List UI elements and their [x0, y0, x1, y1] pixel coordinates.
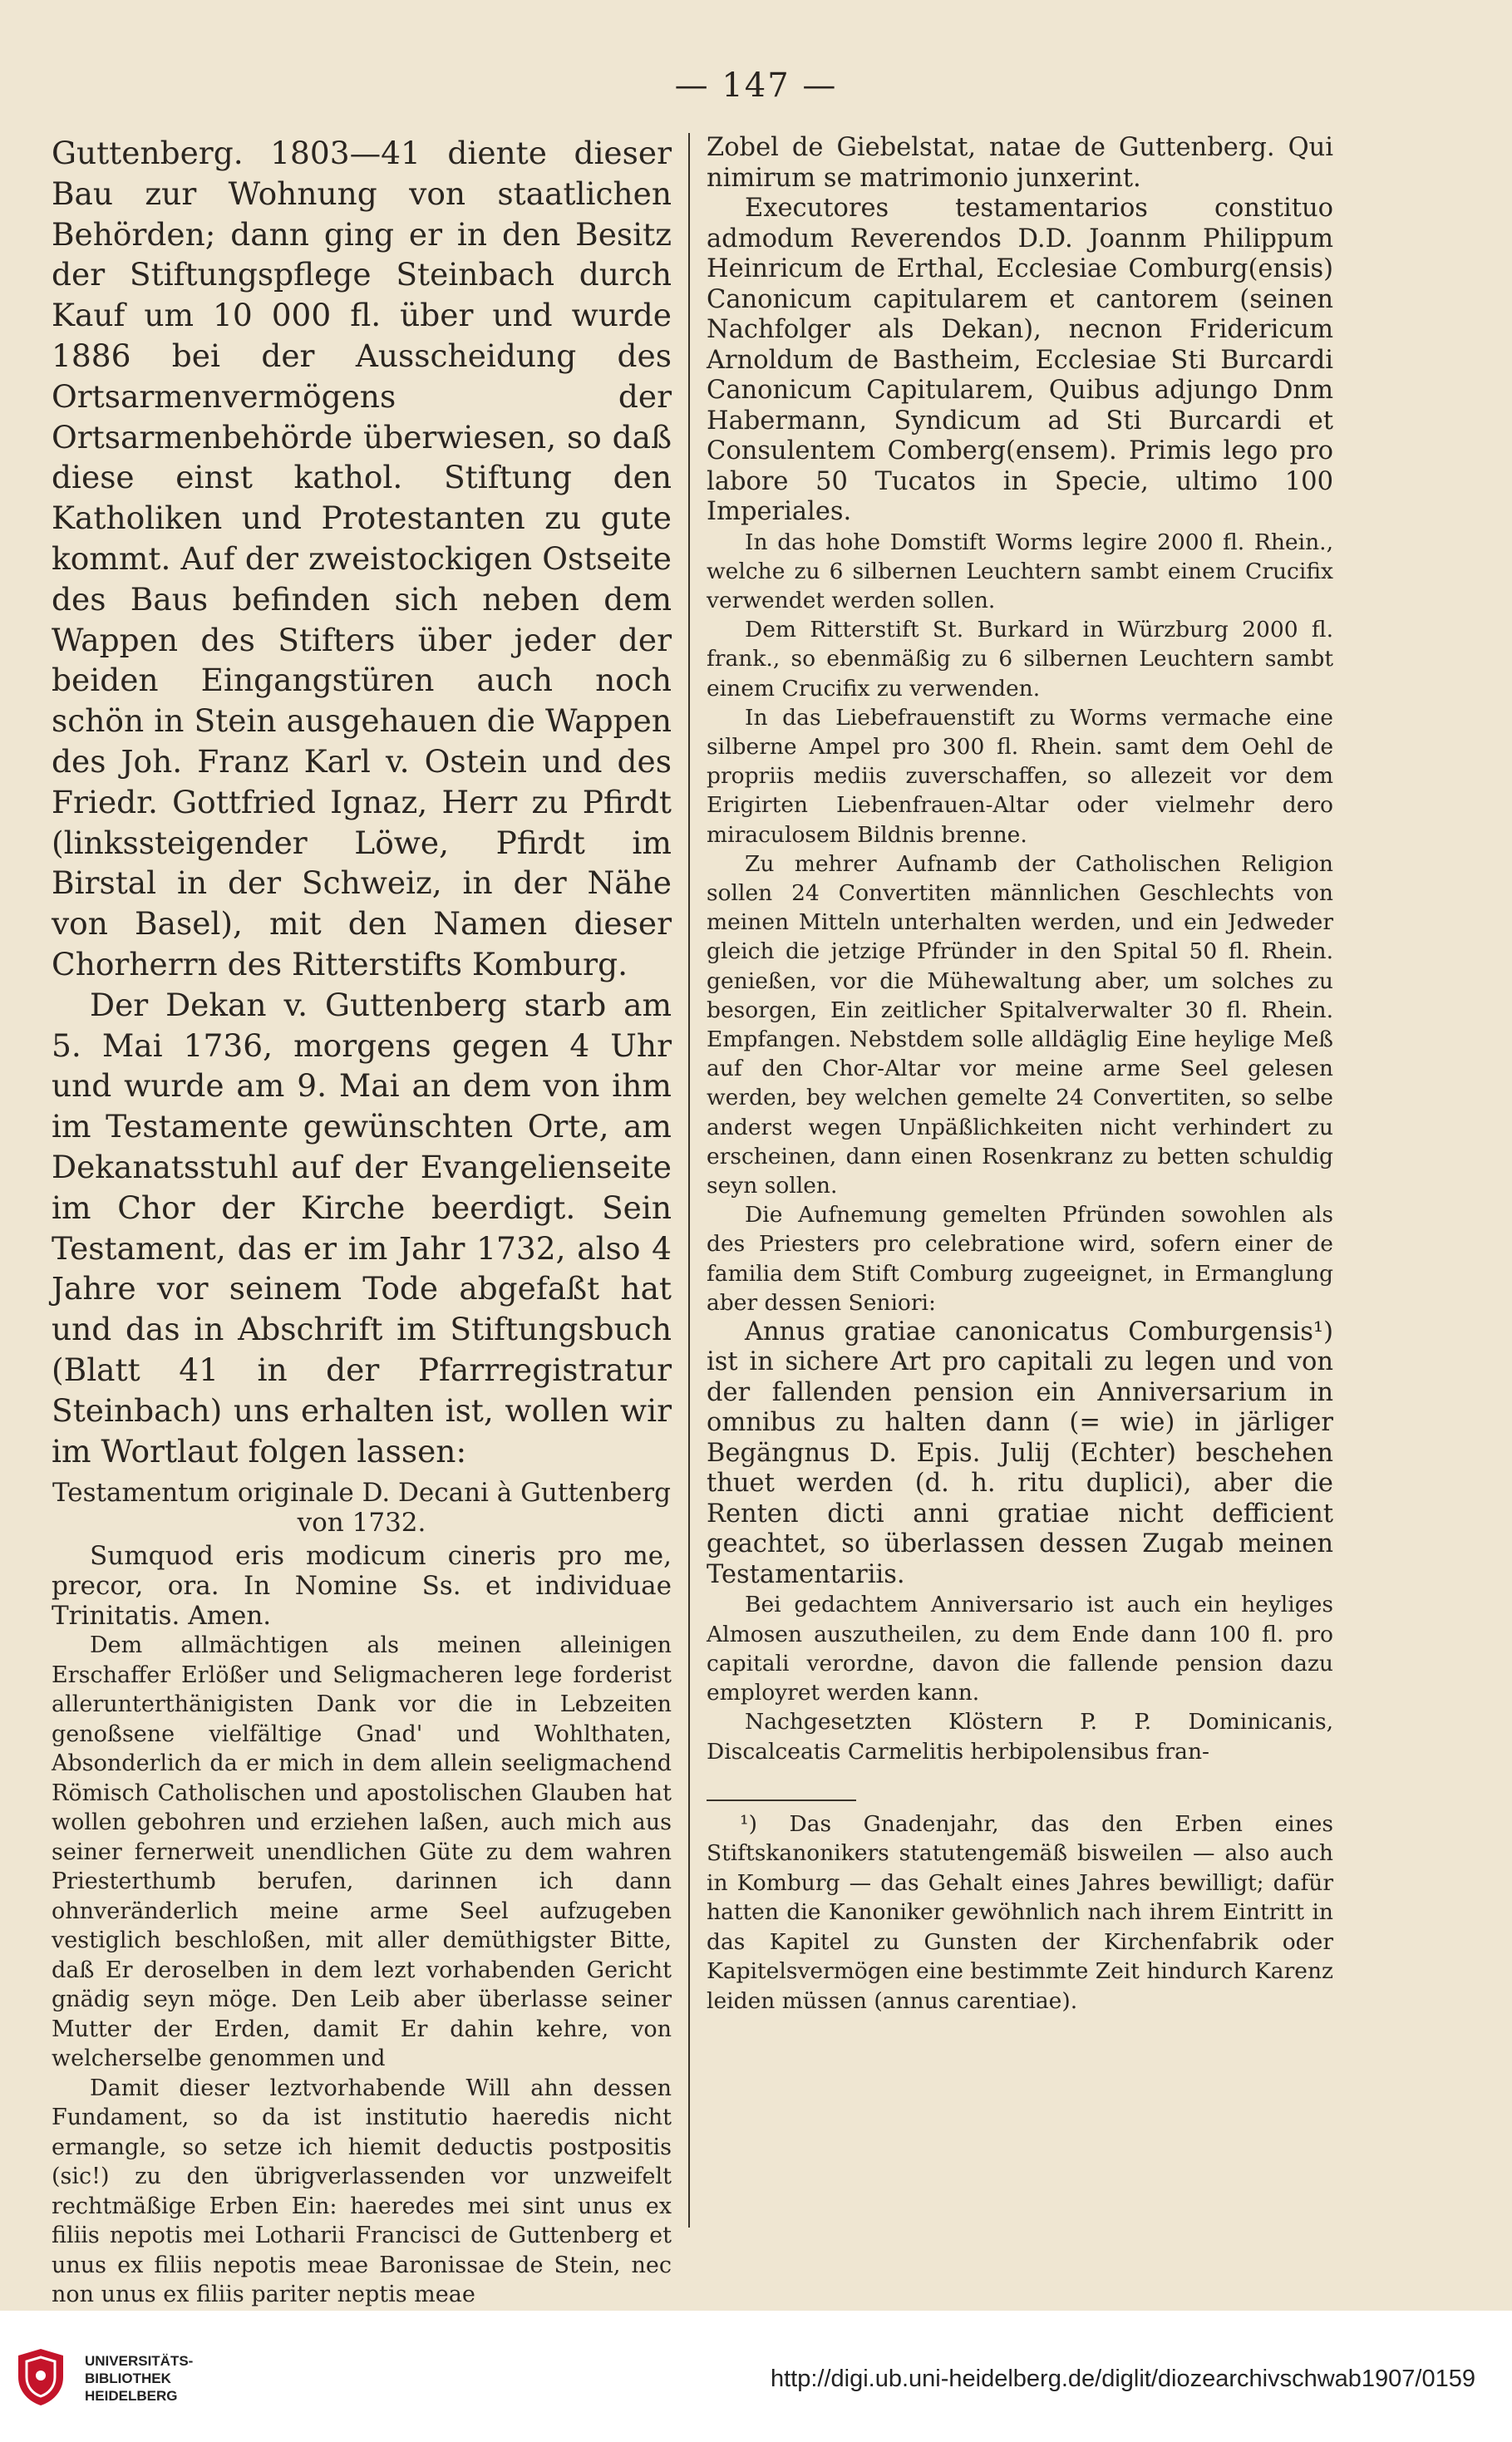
right-paragraph: Die Aufnemung gemelten Pfründen sowohlen als des Priesters pro celebratione wird, sofern einer de familia dem Stift Comburg zugeeignet, in Ermanglung aber dessen Seniori: [707, 1202, 1333, 1316]
right-paragraph: Zobel de Giebelstat, natae de Guttenberg. Qui nimirum se matrimonio junxerint. [707, 133, 1333, 193]
viewer-footer [0, 2311, 1512, 2442]
source-url-link[interactable]: http://digi.ub.uni-heidelberg.de/diglit/diozearchivschwab1907/0159 [770, 2366, 1475, 2392]
left-paragraph: Testamentum originale D. Decani à Guttenberg von 1732. [52, 1478, 671, 1539]
right-paragraph: Annus gratiae canonicatus Comburgensis¹) ist in sichere Art pro capitali zu legen und von der fallenden pension ein Anniversarium in omnibus zu halten dann (= wie) in järliger Begängnus D. Epis. Julij (Echter) beschehen thuet werden (d. h. ritu duplici), aber die Renten dicti anni gratiae nicht defficient geachtet, so überlassen dessen Zugab meinen Testamentariis. [707, 1317, 1333, 1589]
footnote: ¹) Das Gnadenjahr, das den Erben eines Stiftskanonikers statutengemäß bisweilen — also auch in Komburg — das Gehalt eines Jahres bewilligt; dafür hatten die Kanoniker gewöhnlich nach ihrem Eintritt in das Kapitel zu Gunsten der Kirchenfabrik oder Kapitelsvermögen eine bestimmte Zeit hindurch Karenz leiden müssen (annus carentiae). [707, 1810, 1333, 2014]
column-divider [688, 133, 690, 2228]
footnote-rule [707, 1799, 856, 1801]
left-paragraph: Der Dekan v. Guttenberg starb am 5. Mai 1736, morgens gegen 4 Uhr und wurde am 9. Mai an dem von ihm im Testamente gewünschten Orte, am Dekanatsstuhl auf der Evangelienseite im Chor der Kirche beerdigt. Sein Testament, das er im Jahr 1732, also 4 Jahre vor seinem Tode abgefaßt hat und das in Abschrift im Stiftungsbuch (Blatt 41 in der Pfarrregistratur Steinbach) uns erhalten ist, wollen wir im Wortlaut folgen lassen: [52, 986, 672, 1470]
right-paragraph: Dem Ritterstift St. Burkard in Würzburg 2000 fl. frank., so ebenmäßig zu 6 silbernen Leuchtern sambt einem Crucifix zu verwenden. [707, 617, 1333, 702]
page-number: — 147 — [674, 66, 838, 105]
library-name-line: HEIDELBERG [85, 2388, 178, 2404]
right-paragraph: In das hohe Domstift Worms legire 2000 fl. Rhein., welche zu 6 silbernen Leuchtern sambt einem Crucifix verwendet werden sollen. [707, 529, 1333, 613]
left-paragraph: Sumquod eris modicum cineris pro me, precor, ora. In Nomine Ss. et individuae Trinitatis. Amen. [52, 1541, 672, 1632]
right-paragraph: Zu mehrer Aufnamb der Catholischen Religion sollen 24 Convertiten männlichen Geschlechts von meinen Mitteln unterhalten werden, und ein Jedweder gleich die jetzige Pfründer in den Spital 50 fl. Rhein. genießen, vor die Mühewaltung aber, um solches zu besorgen, Ein zeitlicher Spitalverwalter 30 fl. Rhein. Empfangen. Nebstdem solle alldäglig Eine heylige Meß auf den Chor-Altar vor meine arme Seel gelesen werden, bey welchen gemelte 24 Convertiten, so selbe anderst wegen Unpäßlichkeiten nicht verhindert zu erscheinen, dann einen Rosenkranz zu betten schuldig seyn sollen. [707, 850, 1333, 1199]
left-paragraph: Damit dieser leztvorhabende Will ahn dessen Fundament, so da ist institutio haeredis nicht ermangle, so setze ich hiemit deductis postpositis (sic!) zu den übrigverlassenden vor unzweifelt rechtmäßige Erben Ein: haeredes mei sint unus ex filiis nepotis mei Lotharii Francisci de Guttenberg et unus ex filiis nepotis meae Baronissae de Stein, nec non unus ex filiis pariter neptis meae [52, 2075, 672, 2308]
right-column-paragraphs [707, 133, 1333, 1766]
library-name-line: UNIVERSITÄTS- [85, 2353, 194, 2369]
right-paragraph: Nachgesetzten Klöstern P. P. Dominicanis, Discalceatis Carmelitis herbipolensibus fran- [707, 1709, 1333, 1765]
left-paragraph: Guttenberg. 1803—41 diente dieser Bau zur Wohnung von staatlichen Behörden; dann ging er in den Besitz der Stiftungspflege Steinbach durch Kauf um 10 000 fl. über und wurde 1886 bei der Ausscheidung des Ortsarmenvermögens der Ortsarmenbehörde überwiesen, so daß diese einst kathol. Stiftung den Katholiken und Protestanten zu gute kommt. Auf der zweistockigen Ostseite des Baus befinden sich neben dem Wappen des Stifters über jeder der beiden Eingangstüren auch noch schön in Stein ausgehauen die Wappen des Joh. Franz Karl v. Ostein und des Friedr. Gottfried Ignaz, Herr zu Pfirdt (linkssteigender Löwe, Pfirdt im Birstal in der Schweiz, in der Nähe von Basel), mit den Namen dieser Chorherrn des Ritterstifts Komburg. [52, 135, 672, 982]
university-seal-icon [15, 2347, 66, 2407]
right-paragraph: In das Liebefrauenstift zu Worms vermache eine silberne Ampel pro 300 fl. Rhein. samt dem Oehl de propriis mediis zuverschaffen, so allezeit vor dem Erigirten Liebenfrauen-Altar oder vielmehr dero miraculosem Bildnis brenne. [707, 704, 1333, 848]
left-paragraph: Dem allmächtigen als meinen alleinigen Erschaffer Erlößer und Seligmacheren lege forderist allerunterthänigisten Dank vor die in Lebzeiten genoßsene vielfältige Gnad' und Wohlthaten, Absonderlich da er mich in dem allein seeligmachend Römisch Catholischen und apostolischen Glauben hat wollen gebohren und erziehen laßen, auch mich aus seiner fernerweit unendlichen Güte zu dem wahren Priesterthumb berufen, darinnen ich dann ohnveränderlich meine arme Seel aufzugeben vestiglich beschloßen, mit aller demüthigster Bitte, daß Er deroselben in dem lezt vorhabenden Gericht gnädig seyn möge. Den Leib aber überlasse seiner Mutter der Erden, damit Er dahin kehre, von welcherselbe genommen und [52, 1632, 672, 2072]
library-name-line: BIBLIOTHEK [85, 2371, 171, 2386]
left-column [52, 133, 672, 2310]
library-name [85, 2352, 193, 2405]
right-column [707, 133, 1333, 2016]
right-paragraph: Executores testamentarios constituo admodum Reverendos D.D. Joannm Philippum Heinricum de Erthal, Ecclesiae Comburg(ensis) Canonicum capitularem et cantorem (seinen Nachfolger als Dekan), necnon Fridericum Arnoldum de Bastheim, Ecclesiae Sti Burcardi Canonicum Capitularem, Quibus adjungo Dnm Habermann, Syndicum ad Sti Burcardi et Consulentem Comberg(ensem). Primis lego pro labore 50 Tucatos in Specie, ultimo 100 Imperiales. [707, 194, 1333, 526]
right-paragraph: Bei gedachtem Anniversario ist auch ein heyliges Almosen auszutheilen, zu dem Ende dann 100 fl. pro capitali verordne, davon die fallende pension dazu employret werden kann. [707, 1592, 1333, 1706]
